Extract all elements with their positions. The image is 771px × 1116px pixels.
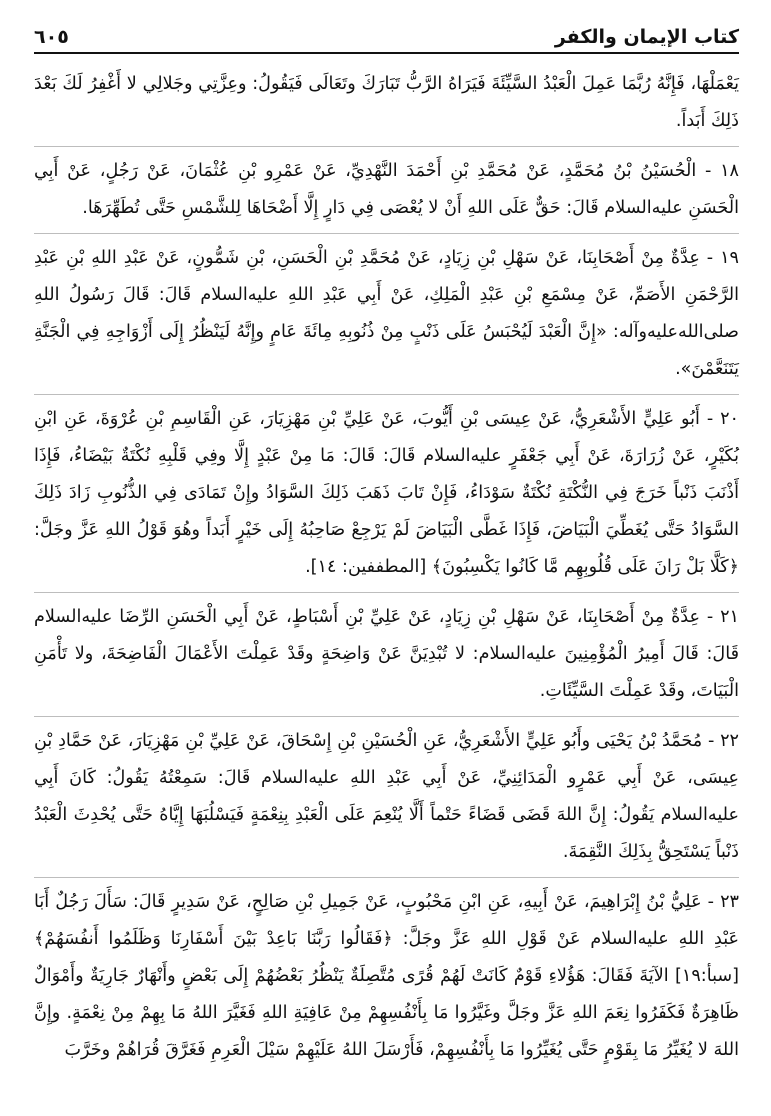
hadith-19: ١٩ - عِدَّةٌ مِنْ أَصْحَابِنَا، عَنْ سَهْلِ بْنِ زِيَادٍ، عَنْ مُحَمَّدِ بْنِ الْحَسَنِ، بْنِ شَمُّونٍ، عَنْ عَبْدِ اللهِ بْنِ عَبْدِ الرَّحْمَنِ الأَصَمِّ، عَنْ مِسْمَعِ بْنِ عَبْدِ الْمَلِكِ، عَنْ أَبِي عَبْدِ اللهِ عليه‌السلام قَالَ: قَالَ رَسُولُ اللهِ صلى‌الله‌عليه‌وآله: «إِنَّ الْعَبْدَ لَيُحْبَسُ عَلَى ذَنْبٍ مِنْ ذُنُوبِهِ مِائَةَ عَامٍ وإِنَّهُ لَيَنْظُرُ إِلَى أَزْوَاجِهِ فِي الْجَنَّةِ يَتَنَعَّمْنَ».: [34, 248, 739, 379]
hadith-20: ٢٠ - أَبُو عَلِيٍّ الأَشْعَرِيُّ، عَنْ عِيسَى بْنِ أَيُّوبَ، عَنْ عَلِيِّ بْنِ مَهْزِيَارَ، عَنِ الْقَاسِمِ بْنِ عُرْوَةَ، عَنِ ابْنِ بُكَيْرٍ، عَنْ زُرَارَةَ، عَنْ أَبِي جَعْفَرٍ عليه‌السلام قَالَ: قَالَ: مَا مِنْ عَبْدٍ إِلَّا وفِي قَلْبِهِ نُكْتَةٌ بَيْضَاءُ، فَإِذَا أَذْنَبَ ذَنْباً خَرَجَ فِي النُّكْتَةِ نُكْتَةٌ سَوْدَاءُ، فَإِنْ تَابَ ذَهَبَ ذَلِكَ السَّوَادُ وإِنْ تَمَادَى فِي الذُّنُوبِ زَادَ ذَلِكَ السَّوَادُ حَتَّى يُغَطِّيَ الْبَيَاضَ، فَإِذَا غَطَّى الْبَيَاضَ لَمْ يَرْجِعْ صَاحِبُهُ إِلَى خَيْرٍ أَبَداً وهُوَ قَوْلُ اللهِ عَزَّ وجَلَّ: ﴿كَلَّا بَلْ رَانَ عَلَى قُلُوبِهِم مَّا كَانُوا يَكْسِبُونَ﴾ [المطففين: ١٤].: [34, 409, 739, 577]
book-title: كتاب الإيمان والكفر: [554, 26, 739, 48]
page-header: [34, 14, 739, 54]
divider: [34, 591, 739, 593]
book-page: [34, 14, 739, 1104]
hadith-18: ١٨ - الْحُسَيْنُ بْنُ مُحَمَّدٍ، عَنْ مُحَمَّدِ بْنِ أَحْمَدَ النَّهْدِيِّ، عَنْ عَمْرِو بْنِ عُثْمَانَ، عَنْ رَجُلٍ، عَنْ أَبِي الْحَسَنِ عليه‌السلام قَالَ: حَقٌّ عَلَى اللهِ أَنْ لا يُعْصَى فِي دَارٍ إِلَّا أَضْحَاهَا لِلشَّمْسِ حَتَّى تُطَهِّرَهَا.: [34, 161, 739, 218]
divider: [34, 876, 739, 878]
paragraph-continuation: يَعْمَلْهَا، فَإِنَّهُ رُبَّمَا عَمِلَ الْعَبْدُ السَّيِّئَةَ فَيَرَاهُ الرَّبُّ تَبَارَكَ وتَعَالَى فَيَقُولُ: وعِزَّتِي وجَلالِي لا أَغْفِرُ لَكَ بَعْدَ ذَلِكَ أَبَداً.: [34, 74, 739, 131]
page-number: ٦٠٥: [34, 26, 69, 48]
divider: [34, 232, 739, 234]
page-content: [34, 66, 739, 1069]
hadith-21: ٢١ - عِدَّةٌ مِنْ أَصْحَابِنَا، عَنْ سَهْلِ بْنِ زِيَادٍ، عَنْ عَلِيِّ بْنِ أَسْبَاطٍ، عَنْ أَبِي الْحَسَنِ الرِّضَا عليه‌السلام قَالَ: قَالَ أَمِيرُ الْمُؤْمِنِينَ عليه‌السلام: لا تُبْدِيَنَّ عَنْ وَاضِحَةٍ وقَدْ عَمِلْتَ الأَعْمَالَ الْفَاضِحَةَ، ولا تَأْمَنِ الْبَيَاتَ، وقَدْ عَمِلْتَ السَّيِّئَاتِ.: [34, 607, 739, 701]
divider: [34, 145, 739, 147]
divider: [34, 393, 739, 395]
hadith-23: ٢٣ - عَلِيُّ بْنُ إِبْرَاهِيمَ، عَنْ أَبِيهِ، عَنِ ابْنِ مَحْبُوبٍ، عَنْ جَمِيلِ بْنِ صَالِحٍ، عَنْ سَدِيرٍ قَالَ: سَأَلَ رَجُلٌ أَبَا عَبْدِ اللهِ عليه‌السلام عَنْ قَوْلِ اللهِ عَزَّ وجَلَّ: ﴿فَقَالُوا رَبَّنَا بَاعِدْ بَيْنَ أَسْفَارِنَا وَظَلَمُوا أَنفُسَهُمْ﴾ [سبأ:١٩] الآيَةَ فَقَالَ: هَؤُلاءِ قَوْمٌ كَانَتْ لَهُمْ قُرًى مُتَّصِلَةٌ يَنْظُرُ بَعْضُهُمْ إِلَى بَعْضٍ وأَنْهَارٌ جَارِيَةٌ وأَمْوَالٌ ظَاهِرَةٌ فَكَفَرُوا نِعَمَ اللهِ عَزَّ وجَلَّ وغَيَّرُوا مَا بِأَنْفُسِهِمْ مِنْ عَافِيَةِ اللهِ فَغَيَّرَ اللهُ مَا بِهِمْ مِنْ نِعْمَةٍ. وإِنَّ اللهَ لا يُغَيِّرُ مَا بِقَوْمٍ حَتَّى يُغَيِّرُوا مَا بِأَنْفُسِهِمْ، فَأَرْسَلَ اللهُ عَلَيْهِمْ سَيْلَ الْعَرِمِ فَغَرَّقَ قُرَاهُمْ وخَرَّبَ: [34, 892, 739, 1060]
hadith-22: ٢٢ - مُحَمَّدُ بْنُ يَحْيَى وأَبُو عَلِيٍّ الأَشْعَرِيُّ، عَنِ الْحُسَيْنِ بْنِ إِسْحَاقَ، عَنْ عَلِيِّ بْنِ مَهْزِيَارَ، عَنْ حَمَّادِ بْنِ عِيسَى، عَنْ أَبِي عَمْرٍو الْمَدَائِنِيِّ، عَنْ أَبِي عَبْدِ اللهِ عليه‌السلام قَالَ: سَمِعْتُهُ يَقُولُ: كَانَ أَبِي عليه‌السلام يَقُولُ: إِنَّ اللهَ قَضَى قَضَاءً حَتْماً أَلَّا يُنْعِمَ عَلَى الْعَبْدِ بِنِعْمَةٍ فَيَسْلُبَهَا إِيَّاهُ حَتَّى يُحْدِثَ الْعَبْدُ ذَنْباً يَسْتَحِقُّ بِذَلِكَ النَّقِمَةَ.: [34, 731, 739, 862]
divider: [34, 715, 739, 717]
